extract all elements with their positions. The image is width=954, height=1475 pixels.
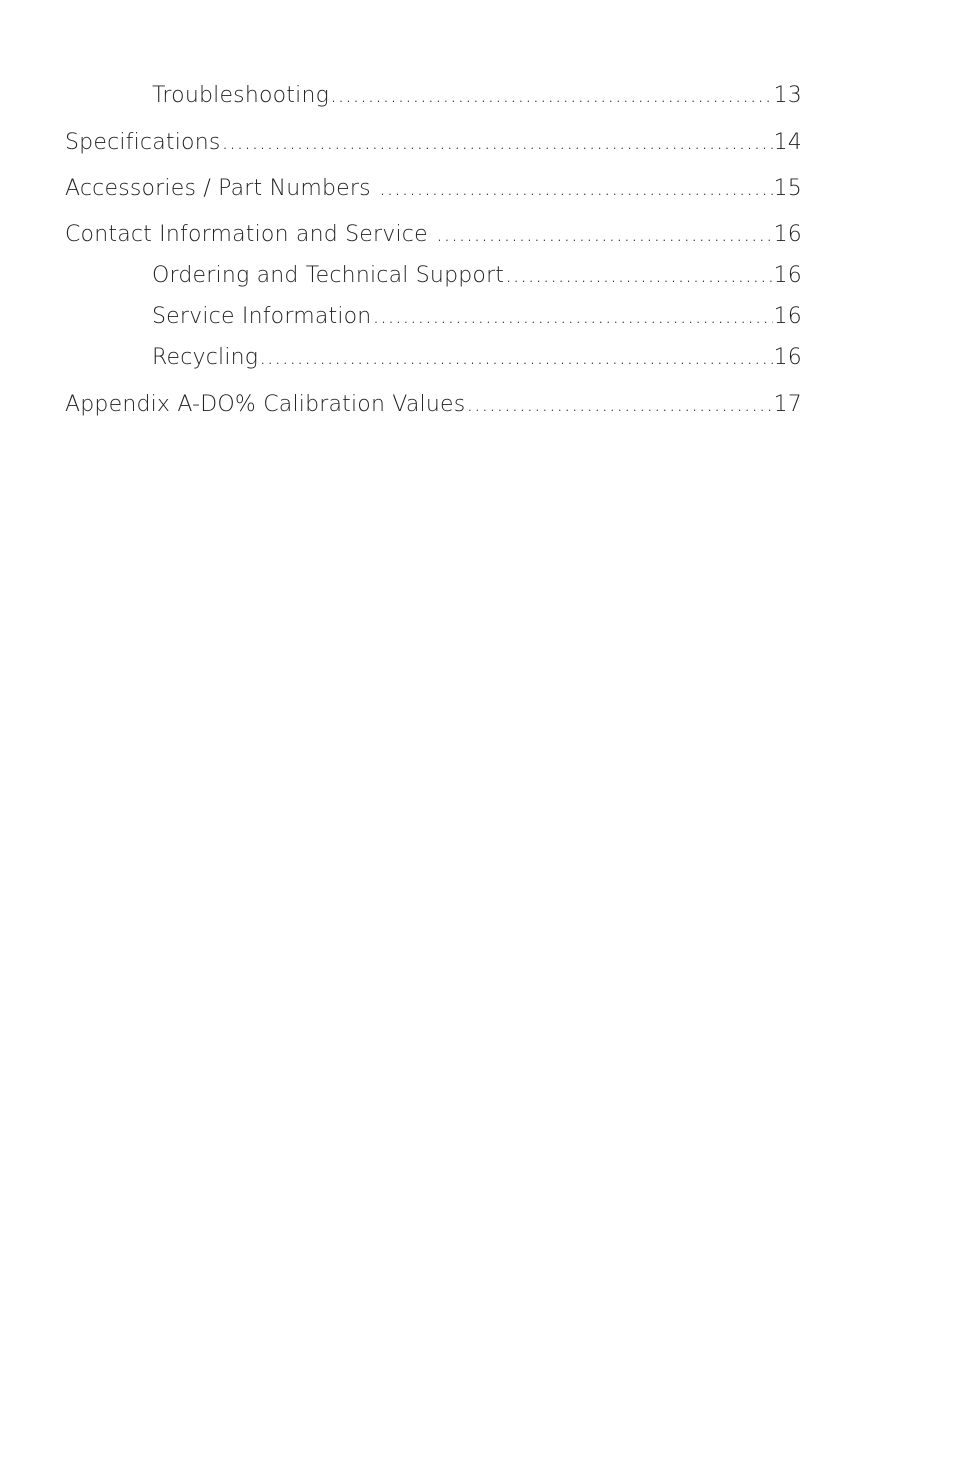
- toc-entry-troubleshooting[interactable]: [152, 81, 802, 111]
- toc-entry-title: Ordering and Technical Support: [152, 263, 505, 288]
- toc-entry-appendix-a[interactable]: [65, 390, 802, 420]
- dot-leader: [372, 302, 772, 332]
- toc-entry-page: 16: [773, 222, 802, 247]
- toc-entry-title: Specifications: [65, 130, 221, 155]
- toc-entry-title: Recycling: [152, 345, 259, 370]
- toc-entry-page: 16: [773, 345, 802, 370]
- toc-entry-service-information[interactable]: [152, 302, 802, 332]
- dot-leader: [379, 174, 773, 204]
- toc-entry-page: 17: [773, 392, 802, 417]
- toc-entry-specifications[interactable]: [65, 128, 802, 158]
- dot-leader: [436, 220, 773, 250]
- dot-leader: [505, 261, 772, 291]
- toc-entry-ordering-support[interactable]: [152, 261, 802, 291]
- dot-leader: [466, 390, 772, 420]
- toc-entry-contact-information[interactable]: [65, 220, 802, 250]
- dot-leader: [259, 343, 772, 373]
- toc-entry-title: Appendix A-DO% Calibration Values: [65, 392, 466, 417]
- toc-entry-page: 16: [773, 304, 802, 329]
- toc-entry-title: Contact Information and Service: [65, 222, 436, 247]
- dot-leader: [330, 81, 773, 111]
- toc-entry-page: 16: [773, 263, 802, 288]
- toc-entry-page: 14: [773, 130, 802, 155]
- dot-leader: [222, 128, 773, 158]
- toc-entry-title: Service Information: [152, 304, 372, 329]
- toc-entry-recycling[interactable]: [152, 343, 802, 373]
- toc-entry-title: Troubleshooting: [152, 83, 329, 108]
- toc-entry-page: 13: [773, 83, 802, 108]
- toc-entry-accessories[interactable]: [65, 174, 802, 204]
- toc-entry-page: 15: [773, 176, 802, 201]
- toc-entry-title: Accessories / Part Numbers: [65, 176, 378, 201]
